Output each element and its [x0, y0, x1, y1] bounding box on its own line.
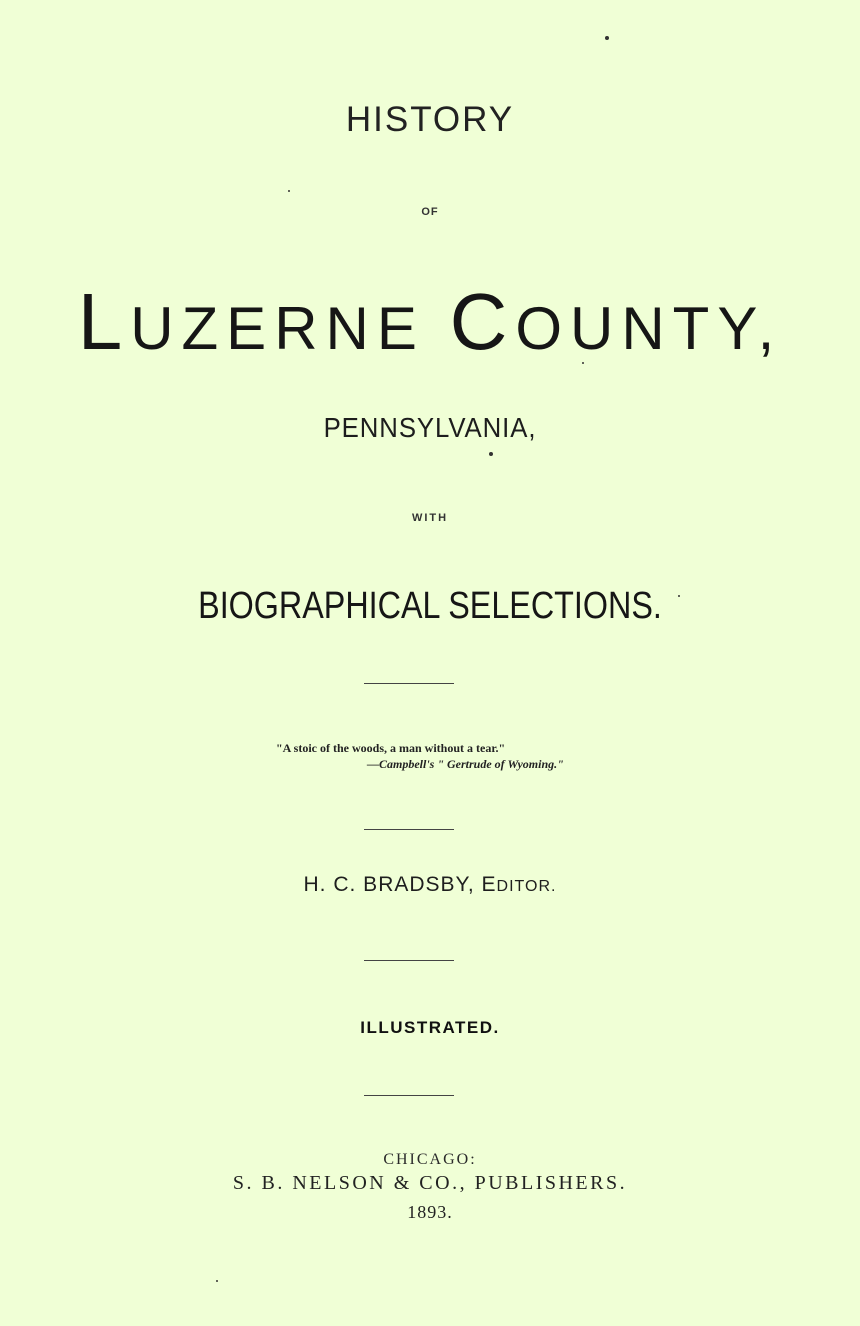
ink-speck — [216, 1280, 218, 1282]
imprint-year: 1893. — [407, 1202, 453, 1222]
ink-speck — [605, 36, 609, 40]
ink-speck — [489, 452, 493, 456]
county-initial: C — [449, 277, 516, 366]
title-history: HISTORY — [345, 100, 515, 139]
divider-rule — [364, 829, 454, 830]
editor-role: EDITOR. — [481, 873, 557, 896]
ink-speck — [582, 362, 584, 364]
imprint-city: CHICAGO: — [383, 1151, 477, 1168]
imprint-publisher: S. B. NELSON & CO., PUBLISHERS. — [232, 1172, 628, 1194]
county-rest: UZERNE — [130, 295, 425, 362]
ink-speck — [288, 190, 290, 192]
title-state: PENNSYLVANIA, — [323, 412, 537, 443]
editor-credit — [0, 873, 860, 897]
divider-rule — [364, 960, 454, 961]
county-initial: L — [77, 277, 131, 366]
editor-name: H. C. BRADSBY, — [303, 873, 475, 896]
epigraph-attribution: —Campbell's " Gertrude of Wyoming." — [367, 757, 564, 771]
title-county-name — [0, 276, 860, 368]
divider-rule — [364, 683, 454, 684]
divider-rule — [364, 1095, 454, 1096]
illustrated-label: ILLUSTRATED. — [360, 1018, 500, 1037]
county-comma: , — [757, 295, 783, 362]
county-name-display — [77, 277, 783, 366]
title-of: OF — [421, 206, 439, 218]
title-subtitle: BIOGRAPHICAL SELECTIONS. — [198, 585, 662, 627]
county-rest: OUNTY — [515, 295, 758, 362]
epigraph-quote: "A stoic of the woods, a man without a tear." — [276, 741, 506, 755]
ink-speck — [678, 595, 680, 597]
title-with: WITH — [411, 512, 449, 524]
